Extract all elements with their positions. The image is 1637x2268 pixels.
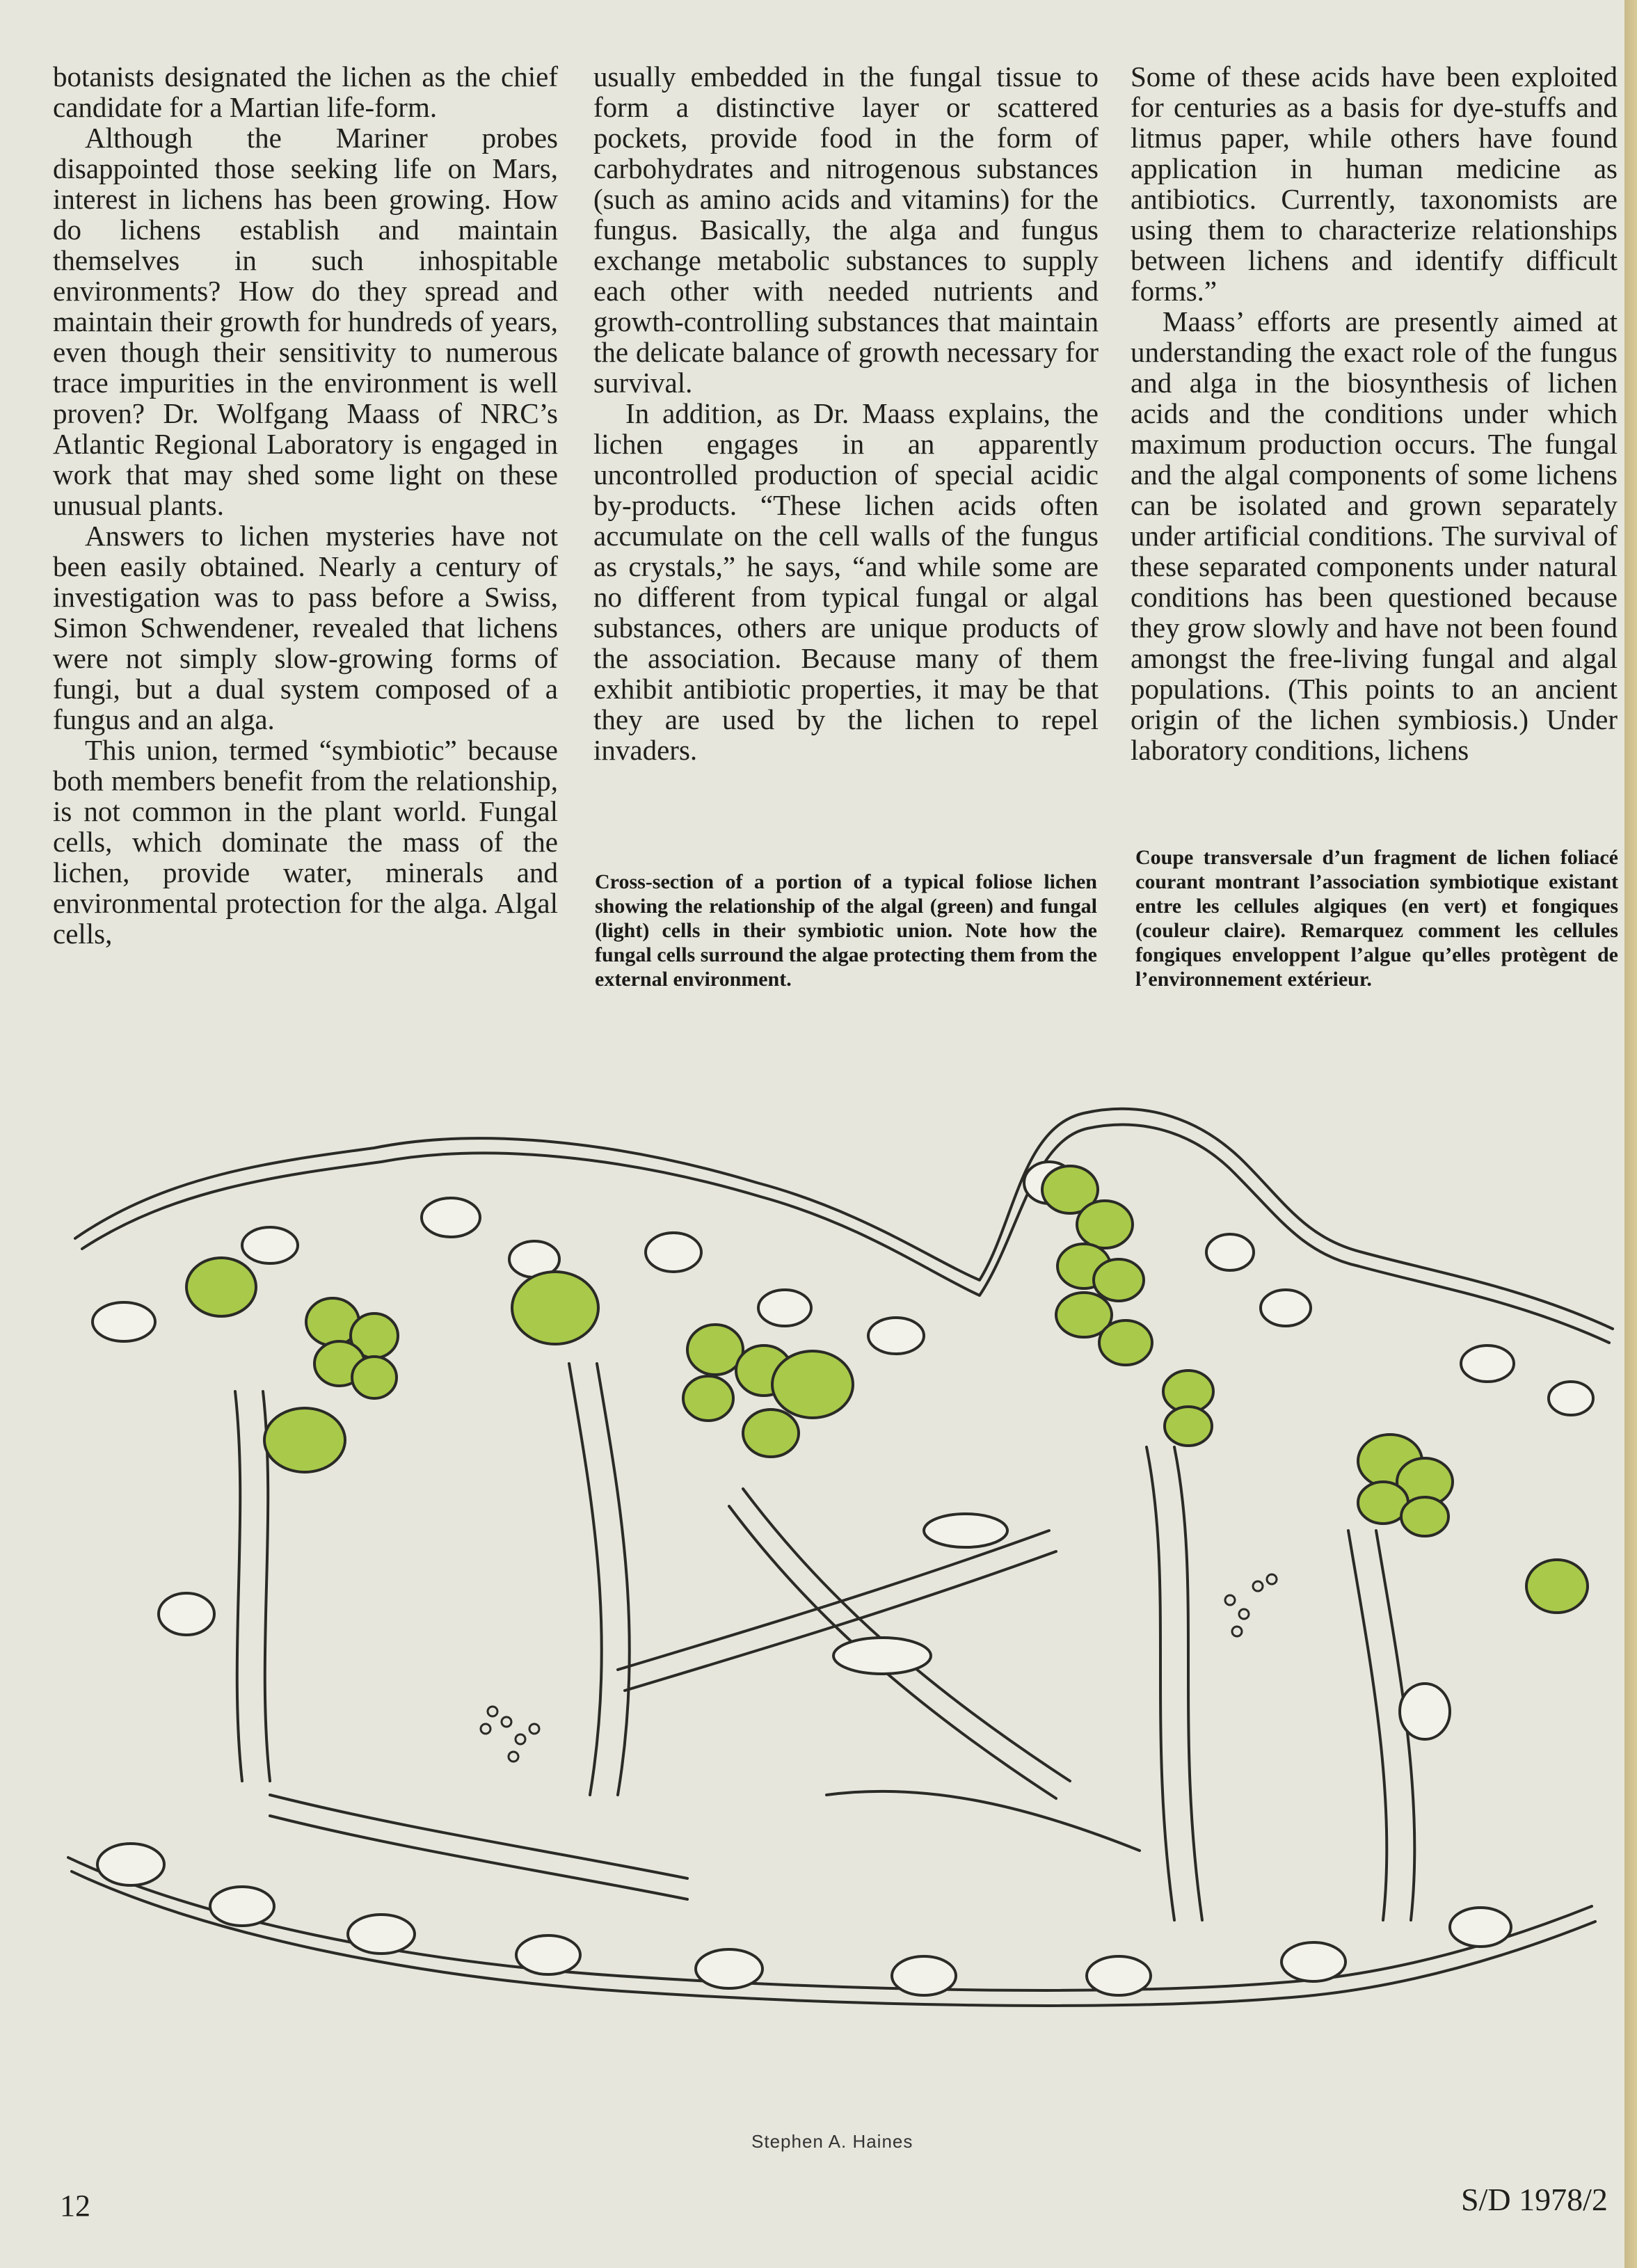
algal-cell: [1401, 1497, 1448, 1536]
hypha: [1147, 1447, 1174, 1920]
fungal-cell: [422, 1198, 480, 1237]
algal-cell: [512, 1272, 598, 1344]
paragraph: botanists designated the lichen as the chief candidate for a Martian life-form.: [53, 61, 558, 123]
algal-cell: [687, 1325, 743, 1375]
caption-english: Cross-section of a portion of a typical foliose lichen showing the relationship of the algal (green) and fungal (light) cells in their symbiotic union. Note how the fungal cells surround the algae protecting them from the external environment.: [595, 870, 1097, 991]
fungal-cell: [892, 1956, 956, 1995]
issue-label: S/D 1978/2: [1461, 2182, 1608, 2217]
paragraph: Although the Mariner probes disappointed those seeking life on Mars, interest in lichens has been growing. How do lichens establish and maintain themselves in such inhospitable environments? How do they spread and maintain their growth for hundreds of years, even though their sensitivity to numerous trace impurities in the environment is well proven? Dr. Wolfgang Maass of NRC’s Atlantic Regional Laboratory is engaged in work that may shed some light on these unusual plants.: [53, 122, 558, 521]
paragraph: Maass’ efforts are presently aimed at understanding the exact role of the fungus and alga in the biosynthesis of lichen acids and the conditions under which maximum production occurs. The fungal and the algal components of some lichens can be isolated and grown separately under artificial conditions. The survival of these separated components under natural conditions has been questioned because they grow slowly and have not been found amongst the free-living fungal and algal populations. (This points to an ancient origin of the lichen symbiosis.) Under laboratory conditions, lichens: [1131, 305, 1618, 766]
fungal-cell: [868, 1318, 924, 1354]
caption-french: Coupe transversale d’un fragment de lichen foliacé courant montrant l’association symbiotique existant entre les cellules algiques (en vert) et fongiques (couleur claire). Remarquez comment les cellules fongiques enveloppent l’algue qu’elles protègent de l’environnement extérieur.: [1135, 846, 1618, 991]
algal-cell: [1077, 1201, 1133, 1248]
fungal-cell: [348, 1915, 415, 1954]
algal-cell: [683, 1376, 733, 1421]
hypha: [827, 1791, 1140, 1851]
algal-cell: [1099, 1320, 1152, 1365]
algal-cell: [352, 1357, 397, 1398]
paragraph: Some of these acids have been exploited for centuries as a basis for dye-stuffs and litmus paper, while others have found application in human medicine as antibiotics. Currently, taxonomists are using them to characterize relationships between lichens and identify difficult forms.”: [1131, 61, 1618, 307]
paragraph: In addition, as Dr. Maass explains, the lichen engages in an apparently uncontrolled production of special acidic by-products. “These lichen acids often accumulate on the cell walls of the fungus as crystals,” he says, “and while some are no different from typical fungal or algal substances, others are unique products of the association. Because many of them exhibit antibiotic properties, it may be that they are used by the lichen to repel invaders.: [593, 397, 1099, 766]
fungal-cell: [1206, 1234, 1254, 1270]
hypha: [1348, 1531, 1387, 1920]
hypha: [618, 1531, 1049, 1670]
page-number: 12: [60, 2189, 90, 2223]
paragraph: usually embedded in the fungal tissue to form a distinctive layer or scattered pockets, provide food in the form of carbohydrates and nitrogenous substances (such as amino acids and vitamins) for the fungus. Basically, the alga and fungus exchange metabolic substances to supply each other with needed nutrients and growth-controlling substances that maintain the delicate balance of growth necessary for survival.: [593, 61, 1099, 399]
fungal-cell: [1087, 1956, 1151, 1995]
fungal-cell: [646, 1233, 701, 1272]
hypha: [743, 1489, 1070, 1781]
fungal-cell: [210, 1887, 274, 1926]
text-column-1: [53, 61, 558, 949]
fungal-cell: [833, 1638, 931, 1674]
paragraph: This union, termed “symbiotic” because both members benefit from the relationship, is not common in the plant world. Fungal cells, which dominate the mass of the lichen, provide water, minerals and environmental protection for the alga. Algal cells,: [53, 734, 558, 950]
illustration-credit: Stephen A. Haines: [751, 2131, 913, 2152]
lower-cortex: [68, 1858, 1592, 1990]
fungal-cell: [1261, 1290, 1311, 1326]
algal-cell: [743, 1409, 799, 1457]
hypha: [235, 1391, 242, 1781]
algal-cell: [264, 1408, 345, 1472]
fungal-cell: [1461, 1345, 1514, 1382]
fungal-cell: [1281, 1942, 1345, 1981]
text-column-3: [1131, 61, 1618, 765]
binding-edge: [1624, 0, 1637, 2268]
algal-cell: [1094, 1259, 1144, 1301]
algal-cell: [772, 1351, 853, 1418]
text-column-2: [593, 61, 1099, 765]
fungal-cell: [1400, 1684, 1450, 1739]
algal-cell: [186, 1258, 256, 1316]
fungal-cell: [516, 1935, 580, 1974]
fungal-cell: [159, 1593, 214, 1635]
fungal-cell: [242, 1227, 298, 1263]
fungal-cell: [1450, 1908, 1511, 1947]
fungal-cell: [758, 1290, 811, 1326]
upper-cortex: [75, 1109, 1613, 1329]
lichen-cross-section-illustration: [61, 1099, 1627, 2101]
hypha: [270, 1795, 687, 1878]
paragraph: Answers to lichen mysteries have not been easily obtained. Nearly a century of investigation was to pass before a Swiss, Simon Schwendener, revealed that lichens were not simply slow-growing forms of fungi, but a dual system composed of a fungus and an alga.: [53, 520, 558, 735]
algal-cell: [1165, 1407, 1212, 1446]
algal-cell: [1526, 1560, 1588, 1613]
hypha: [569, 1364, 602, 1795]
fungal-cell: [924, 1514, 1007, 1547]
fungal-cell: [696, 1949, 762, 1988]
fungal-cell: [93, 1302, 155, 1341]
fungal-cell: [1549, 1382, 1593, 1415]
fungal-cell: [97, 1844, 164, 1885]
